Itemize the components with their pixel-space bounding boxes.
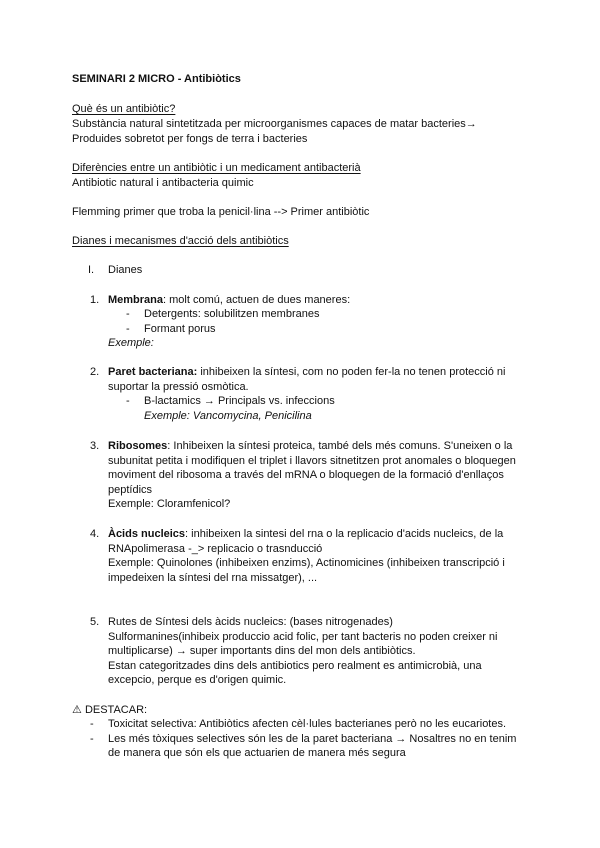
destacar-label: DESTACAR: (84, 704, 148, 716)
acids-line-2: RNApolimerasa -_> replicacio o trasnducció (108, 543, 323, 555)
destacar-header (72, 703, 147, 717)
item-ribosomes (108, 439, 512, 453)
rutes-line-1: Rutes de Síntesi dels àcids nucleics: (bases nitrogenades) (108, 616, 393, 628)
bullet-dash: - (126, 395, 130, 407)
acids-line-4: impedeixen la síntesi del rna missatger), ... (108, 572, 318, 584)
item-number-5: 5. (90, 616, 100, 628)
question-heading-antibiotic: Què és un antibiòtic? (72, 103, 176, 115)
item-membrana (108, 293, 350, 307)
ribosomes-example: Exemple: Cloramfenicol? (108, 498, 231, 510)
answer-differences: Antibiotic natural i antibacteria quimic (72, 177, 254, 189)
rutes-line-4: Estan categoritzades dins dels antibiotics pero realment es antimicrobià, una (108, 660, 482, 672)
page-title: SEMINARI 2 MICRO - Antibiòtics (72, 73, 241, 85)
question-heading-differences: Diferències entre un antibiòtic i un medicament antibacterià (72, 162, 361, 174)
item-acids-text: : inhibeixen la sintesi del rna o la replicacio d'acids nucleics, de la (185, 528, 504, 540)
item-number-4: 4. (90, 528, 100, 540)
membrana-sub-1: Detergents: solubilitzen membranes (144, 308, 320, 320)
item-acids-title: Àcids nucleics (108, 528, 186, 540)
item-membrana-title: Membrana (108, 294, 164, 306)
item-number-1: 1. (90, 294, 100, 306)
fleming-note: Flemming primer que troba la penicil·lina --> Primer antibiòtic (72, 206, 370, 218)
item-membrana-text: : molt comú, actuen de dues maneres: (163, 294, 351, 306)
bullet-dash: - (126, 323, 130, 335)
item-number-3: 3. (90, 440, 100, 452)
bullet-dash: - (90, 718, 94, 730)
section-heading-targets: Dianes i mecanismes d'acció dels antibiòtics (72, 235, 289, 247)
membrana-sub-2: Formant porus (144, 323, 216, 335)
paret-example: Exemple: Vancomycina, Penicilina (144, 410, 312, 422)
ribosomes-line-4: peptídics (108, 484, 153, 496)
membrana-example: Exemple: (108, 337, 154, 349)
ribosomes-line-3: moviment del ribosoma a través del mRNA o bloquegen de la formació d'enllaços (108, 469, 504, 481)
answer-line-1: Substància natural sintetitzada per microorganismes capaces de matar bacteries→ (72, 118, 477, 130)
answer-line-2: Produides sobretot per fongs de terra i bacteries (72, 133, 308, 145)
destacar-bullet-2-cont: de manera que són els que actuarien de manera més segura (108, 747, 406, 759)
roman-numeral: I. (88, 264, 95, 276)
rutes-line-2: Sulformanines(inhibeix produccio acid folic, per tant bacteris no poden creixer ni (108, 631, 498, 643)
item-acids (108, 527, 503, 541)
item-number-2: 2. (90, 366, 100, 378)
item-paret-line-2: suportar la pressió osmòtica. (108, 381, 249, 393)
item-paret-text: inhibeixen la síntesi, com no poden fer-la no tenen protecció ni (197, 366, 506, 378)
roman-label: Dianes (108, 264, 143, 276)
ribosomes-line-2: subunitat petita i modifiquen el triplet i llavors sitnetitzen prot anomales o bloquegen (108, 455, 516, 467)
paret-sub: B-lactamics → Principals vs. infeccions (144, 395, 335, 407)
bullet-dash: - (126, 308, 130, 320)
rutes-line-5: excepcio, perque es d'origen quimic. (108, 674, 287, 686)
item-paret (108, 365, 505, 379)
item-ribosomes-text: : Inhibeixen la síntesi proteica, també dels més comuns. S'uneixen o la (167, 440, 513, 452)
bullet-dash: - (90, 733, 94, 745)
acids-line-3: Exemple: Quinolones (inhibeixen enzims), Actinomicines (inhibeixen transcripció i (108, 557, 505, 569)
destacar-bullet-1: Toxicitat selectiva: Antibiòtics afecten cèl·lules bacterianes però no les eucariotes. (108, 718, 507, 730)
item-ribosomes-title: Ribosomes (108, 440, 168, 452)
destacar-bullet-2: Les més tòxiques selectives són les de la paret bacteriana → Nosaltres no en tenim (108, 733, 517, 745)
warning-icon: ⚠ (72, 704, 82, 716)
item-paret-title: Paret bacteriana: (108, 366, 198, 378)
rutes-line-3: multiplicarse) → super importants dins del mon dels antibiòtics. (108, 645, 416, 657)
